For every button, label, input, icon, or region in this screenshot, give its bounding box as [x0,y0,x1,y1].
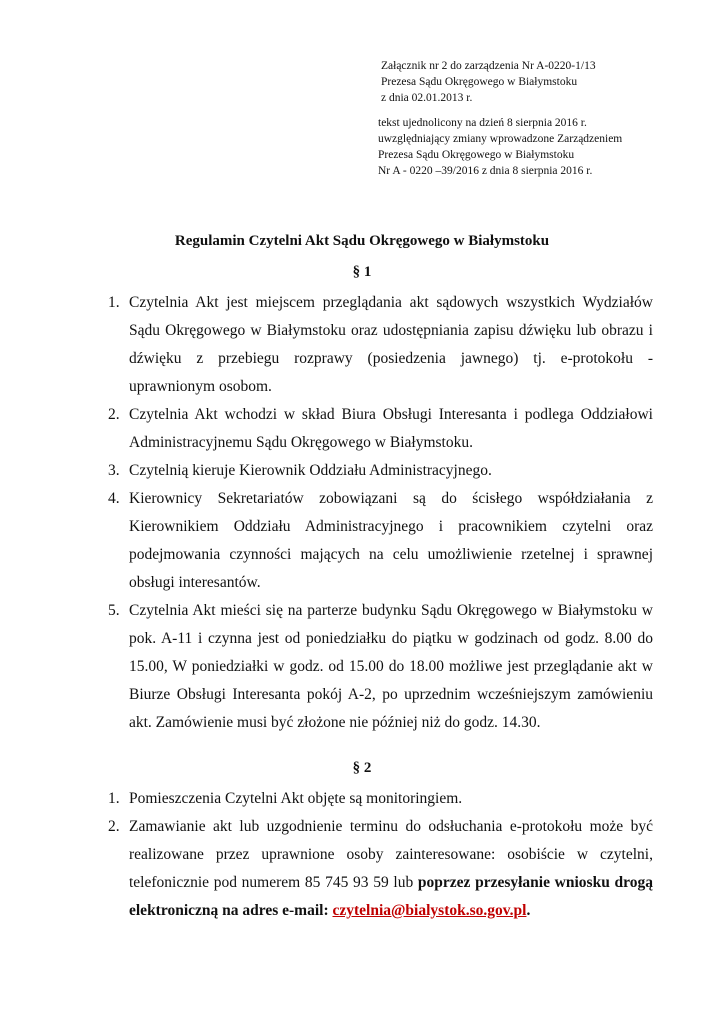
item-number: 1. [108,790,120,807]
item-text: Pomieszczenia Czytelni Akt objęte są monitoringiem. [129,790,463,807]
consolidation-line: Prezesa Sądu Okręgowego w Białymstoku [378,149,575,161]
item-text-bold: poprzez przesyłanie wniosku drogą elektroniczną na adres e-mail: [129,874,653,919]
section-2-list [100,785,653,925]
section-heading-1: § 1 [352,264,372,280]
item-number: 1. [108,294,120,311]
attachment-line: z dnia 02.01.2013 r. [381,92,473,104]
email-link[interactable]: czytelnia@bialystok.so.gov.pl [332,902,527,919]
list-item [100,813,653,925]
list-item [100,785,653,813]
consolidation-line: Nr A - 0220 –39/2016 z dnia 8 sierpnia 2016 r. [378,165,593,177]
list-item [100,289,653,401]
attachment-line: Prezesa Sądu Okręgowego w Białymstoku [381,76,578,88]
document-title: Regulamin Czytelni Akt Sądu Okręgowego w Białymstoku [174,233,550,249]
item-number: 4. [108,490,120,507]
item-text: Kierownicy Sekretariatów zobowiązani są do ścisłego współdziałania z Kierownikiem Oddziału Administracyjnego i pracownikiem czytelni oraz podejmowania czynności mających na celu umożliwienie rzetelnej i sprawnej obsługi interesantów. [129,490,653,591]
attachment-note [381,58,596,106]
item-text: Czytelnią kieruje Kierownik Oddziału Administracyjnego. [129,462,492,479]
consolidation-line: tekst ujednolicony na dzień 8 sierpnia 2016 r. [378,117,587,129]
item-number: 2. [108,818,120,835]
item-text: Czytelnia Akt wchodzi w skład Biura Obsługi Interesanta i podlega Oddziałowi Administracyjnemu Sądu Okręgowego w Białymstoku. [129,406,653,451]
item-text: Czytelnia Akt mieści się na parterze budynku Sądu Okręgowego w Białymstoku w pok. A-11 i czynna jest od poniedziałku do piątku w godzinach od godz. 8.00 do 15.00, W poniedziałki w godz. od 15.00 do 18.00 możliwe jest przeglądanie akt w Biurze Obsługi Interesanta pokój A-2, po uprzednim wcześniejszym zamówieniu akt. Zamówienie musi być złożone nie później niż do godz. 14.30. [129,602,653,731]
consolidation-note [378,115,622,179]
item-number: 3. [108,462,120,479]
item-text: Zamawianie akt lub uzgodnienie terminu do odsłuchania e-protokołu może być realizowane przez uprawnione osoby zainteresowane: osobiście w czytelni, telefonicznie pod numerem 85 745 93 59 lub [129,818,653,891]
section-heading-2: § 2 [352,760,372,776]
item-text-end: . [526,902,531,919]
attachment-line: Załącznik nr 2 do zarządzenia Nr A-0220-1/13 [381,60,596,72]
list-item [100,485,653,597]
list-item [100,457,653,485]
section-1-list [100,289,653,737]
list-item [100,401,653,457]
item-number: 5. [108,602,120,619]
list-item [100,597,653,737]
consolidation-line: uwzględniający zmiany wprowadzone Zarządzeniem [378,133,623,145]
item-text: Czytelnia Akt jest miejscem przeglądania akt sądowych wszystkich Wydziałów Sądu Okręgowego w Białymstoku oraz udostępniania zapisu dźwięku lub obrazu i dźwięku z przebiegu rozprawy (posiedzenia jawnego) tj. e-protokołu - uprawnionym osobom. [129,294,653,395]
item-number: 2. [108,406,120,423]
